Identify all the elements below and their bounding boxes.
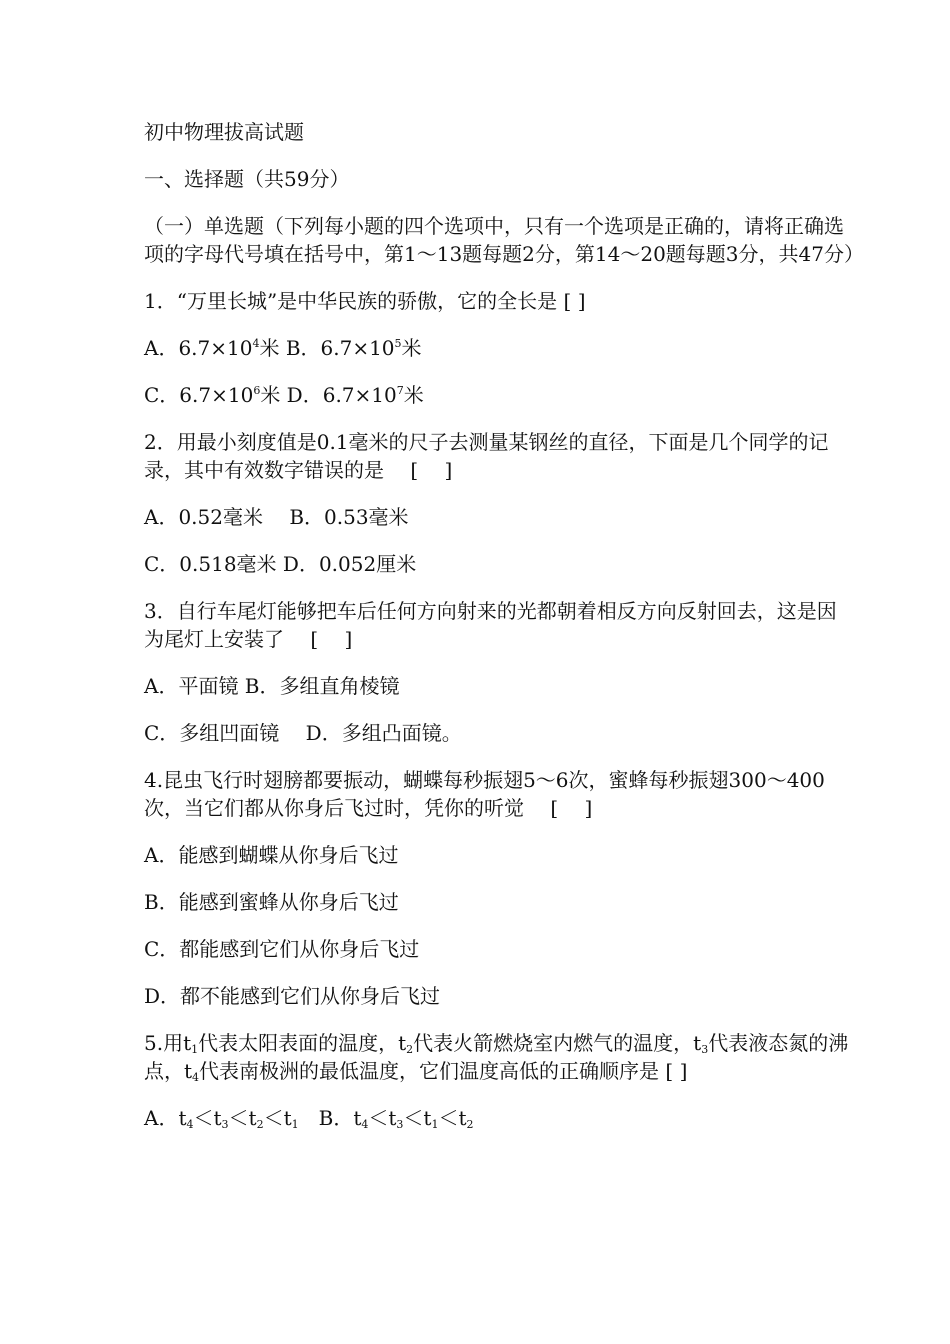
subscript: 4 — [361, 1118, 369, 1131]
subscript: 2 — [256, 1118, 264, 1131]
question-4-option-c: C．都能感到它们从你身后飞过 — [144, 937, 420, 961]
question-2-options-ab: A．0.52毫米 B．0.53毫米 — [144, 505, 409, 529]
subscript: 2 — [466, 1118, 474, 1131]
stem-text: 代表火箭燃烧室内燃气的温度，t — [413, 1031, 702, 1055]
document-page — [144, 118, 864, 1151]
subscript: 3 — [701, 1043, 709, 1056]
stem-text: 代表南极洲的最低温度，它们温度高低的正确顺序是 [ ] — [199, 1059, 688, 1083]
question-4-option-a: A．能感到蝴蝶从你身后飞过 — [144, 843, 399, 867]
question-2-options-cd: C．0.518毫米 D．0.052厘米 — [144, 552, 417, 576]
question-1-options-ab — [144, 334, 856, 362]
option-text: A．6.7×10 — [144, 336, 253, 360]
exponent: 6 — [253, 384, 261, 397]
subscript: 2 — [406, 1043, 414, 1056]
option-unit: 米 — [259, 336, 280, 360]
option-text: ＜t — [263, 1106, 292, 1130]
exponent: 7 — [396, 384, 404, 397]
exponent: 4 — [252, 337, 260, 350]
option-unit: 米 — [403, 383, 424, 407]
question-3-stem: 3．自行车尾灯能够把车后任何方向射来的光都朝着相反方向反射回去，这是因为尾灯上安装了 [ ] — [144, 599, 837, 651]
question-5-stem — [144, 1029, 856, 1085]
subscript: 4 — [192, 1071, 200, 1084]
question-4-stem: 4.昆虫飞行时翅膀都要振动，蝴蝶每秒振翅5～6次，蜜蜂每秒振翅300～400次，当它们都从你身后飞过时，凭你的听觉 [ ] — [144, 768, 825, 820]
option-text: C．6.7×10 — [144, 383, 254, 407]
option-text: ＜t — [403, 1106, 432, 1130]
option-text: D．6.7×10 — [280, 383, 397, 407]
option-text: ＜t — [438, 1106, 467, 1130]
option-text: ＜t — [193, 1106, 222, 1130]
section-instructions: （一）单选题（下列每小题的四个选项中，只有一个选项是正确的，请将正确选项的字母代号填在括号中，第1～13题每题2分，第14～20题每题3分，共47分） — [144, 214, 864, 266]
exponent: 5 — [394, 337, 402, 350]
doc-title: 初中物理拔高试题 — [144, 120, 304, 144]
subscript: 3 — [396, 1118, 404, 1131]
subscript: 4 — [186, 1118, 194, 1131]
question-3-options-ab: A．平面镜 B．多组直角棱镜 — [144, 674, 400, 698]
question-3-options-cd: C．多组凹面镜 D．多组凸面镜。 — [144, 721, 462, 745]
option-text: B．t — [298, 1106, 362, 1130]
option-text: A．t — [144, 1106, 187, 1130]
section-heading: 一、选择题（共59分） — [144, 167, 350, 191]
question-5-options-ab — [144, 1104, 856, 1132]
stem-text: 代表太阳表面的温度，t — [198, 1031, 407, 1055]
stem-text: 代表液态氮的沸点，t — [144, 1031, 849, 1083]
subscript: 1 — [291, 1118, 299, 1131]
question-2-stem: 2．用最小刻度值是0.1毫米的尺子去测量某钢丝的直径，下面是几个同学的记录，其中有效数字错误的是 [ ] — [144, 430, 829, 482]
option-unit: 米 — [260, 383, 281, 407]
question-1-options-cd — [144, 381, 856, 409]
option-text: B．6.7×10 — [279, 336, 395, 360]
option-text: ＜t — [368, 1106, 397, 1130]
question-1-stem: 1．“万里长城”是中华民族的骄傲，它的全长是 [ ] — [144, 289, 586, 313]
option-unit: 米 — [401, 336, 422, 360]
question-4-option-b: B．能感到蜜蜂从你身后飞过 — [144, 890, 399, 914]
subscript: 1 — [191, 1043, 199, 1056]
stem-text: 5.用t — [144, 1031, 192, 1055]
subscript: 1 — [431, 1118, 439, 1131]
option-text: ＜t — [228, 1106, 257, 1130]
subscript: 3 — [221, 1118, 229, 1131]
question-4-option-d: D．都不能感到它们从你身后飞过 — [144, 984, 441, 1008]
